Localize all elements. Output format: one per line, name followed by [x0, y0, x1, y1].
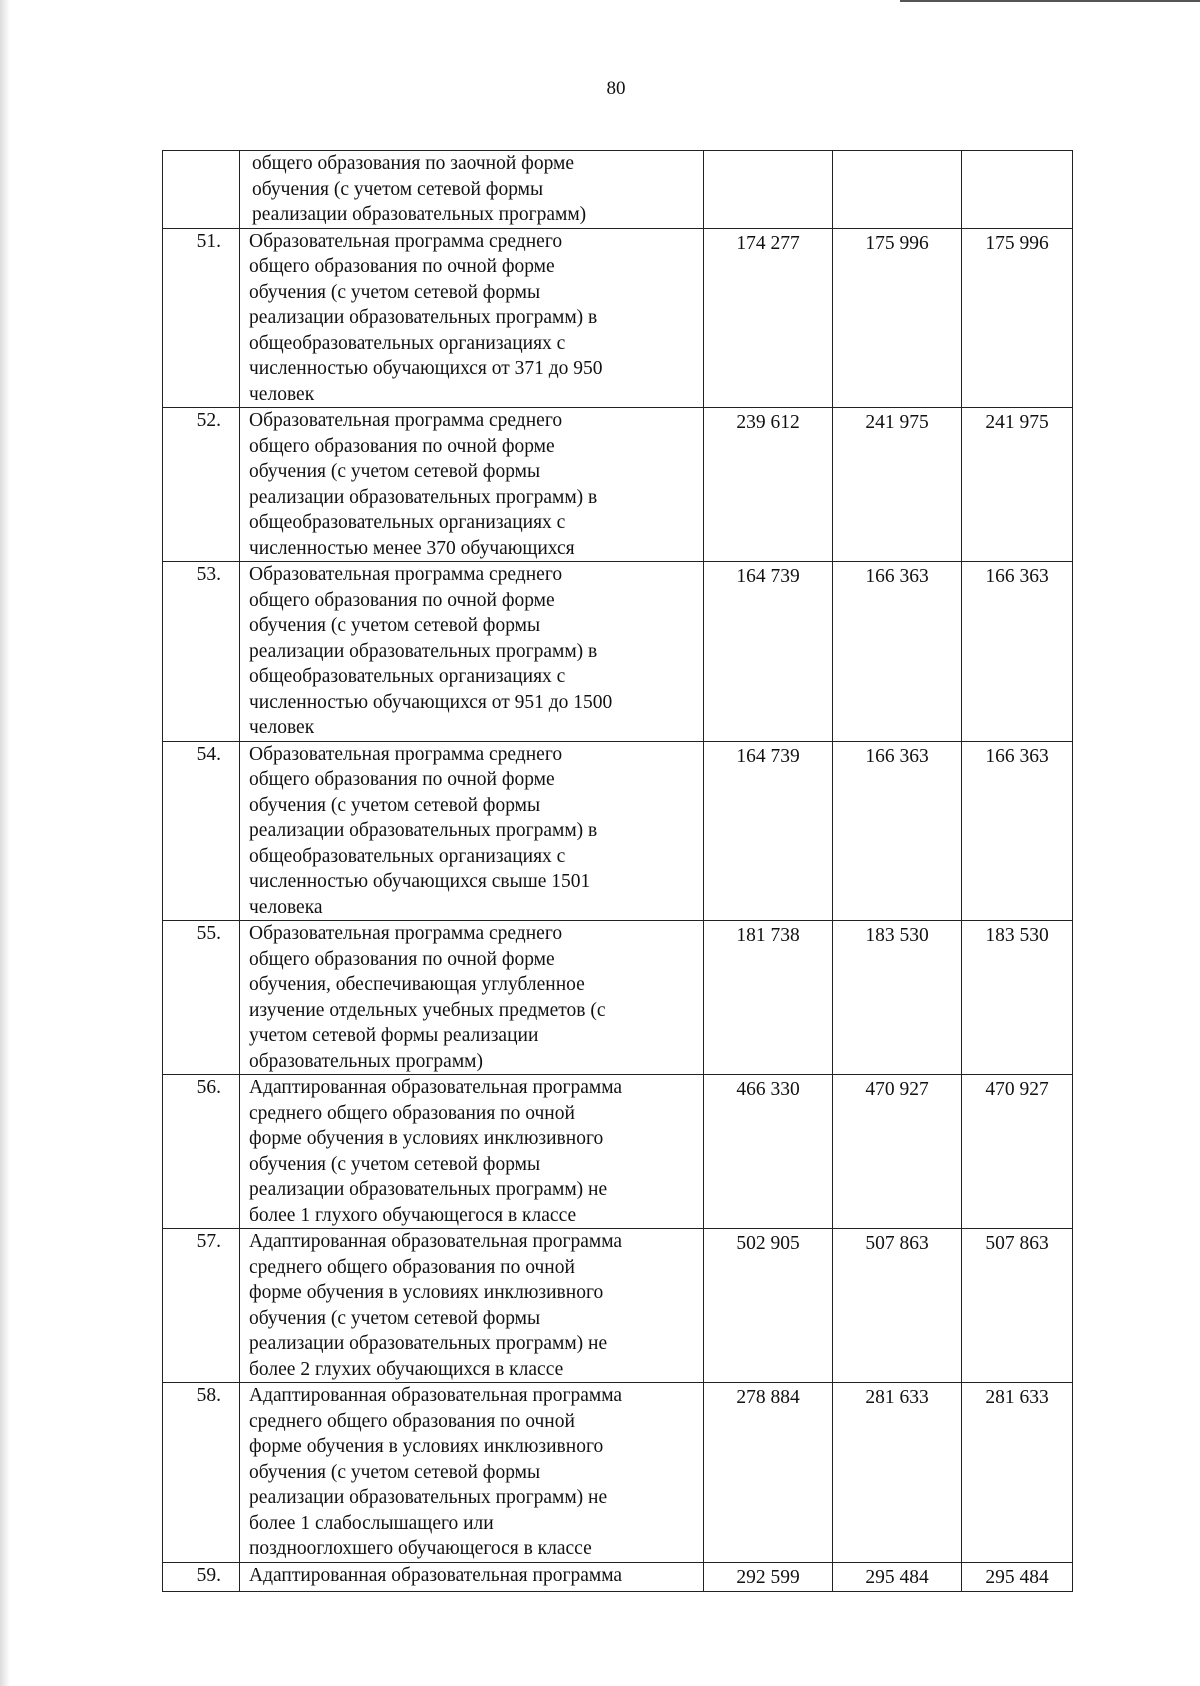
value-col-1: 181 738	[704, 921, 833, 1075]
scan-border-line	[900, 0, 1200, 2]
value-col-1: 239 612	[704, 408, 833, 562]
value-col-1: 278 884	[704, 1383, 833, 1563]
scan-edge	[0, 0, 10, 1686]
row-number: 54.	[163, 741, 240, 921]
value-col-2: 166 363	[833, 741, 962, 921]
programs-table	[162, 150, 1073, 1592]
row-number: 52.	[163, 408, 240, 562]
value-col-1: 292 599	[704, 1562, 833, 1591]
table-row	[163, 1075, 1073, 1229]
value-col-3: 295 484	[962, 1562, 1073, 1591]
value-col-1: 502 905	[704, 1229, 833, 1383]
value-col-1: 164 739	[704, 741, 833, 921]
program-description: Адаптированная образовательная программа среднего общего образования по очной форме обучения в условиях инклюзивного обучения (с учетом сетевой формы реализации образовательных программ) не более 1 глухого обучающегося в классе	[240, 1075, 704, 1229]
value-col-2: 295 484	[833, 1562, 962, 1591]
row-number: 59.	[163, 1562, 240, 1591]
value-col-3: 241 975	[962, 408, 1073, 562]
value-col-3: 281 633	[962, 1383, 1073, 1563]
program-description: Образовательная программа среднего общего образования по очной форме обучения (с учетом сетевой формы реализации образовательных программ) в общеобразовательных организациях с численностью менее 370 обучающихся	[240, 408, 704, 562]
row-number	[163, 151, 240, 229]
program-description: Адаптированная образовательная программа	[240, 1562, 704, 1591]
page-number: 80	[606, 78, 626, 99]
table-row	[163, 1383, 1073, 1563]
value-col-3: 166 363	[962, 562, 1073, 742]
value-col-1: 466 330	[704, 1075, 833, 1229]
row-number: 57.	[163, 1229, 240, 1383]
row-number: 56.	[163, 1075, 240, 1229]
table-row	[163, 1229, 1073, 1383]
table-row	[163, 921, 1073, 1075]
value-col-3: 470 927	[962, 1075, 1073, 1229]
table-row	[163, 741, 1073, 921]
value-col-2	[833, 151, 962, 229]
value-col-3: 166 363	[962, 741, 1073, 921]
table-row	[163, 151, 1073, 229]
row-number: 55.	[163, 921, 240, 1075]
value-col-2: 166 363	[833, 562, 962, 742]
table-row	[163, 228, 1073, 408]
value-col-2: 281 633	[833, 1383, 962, 1563]
value-col-1	[704, 151, 833, 229]
program-description: Образовательная программа среднего общего образования по очной форме обучения (с учетом сетевой формы реализации образовательных программ) в общеобразовательных организациях с численностью обучающихся от 951 до 1500 человек	[240, 562, 704, 742]
table-row	[163, 408, 1073, 562]
program-description: общего образования по заочной форме обучения (с учетом сетевой формы реализации образовательных программ)	[240, 151, 704, 229]
program-description: Образовательная программа среднего общего образования по очной форме обучения (с учетом сетевой формы реализации образовательных программ) в общеобразовательных организациях с численностью обучающихся от 371 до 950 человек	[240, 228, 704, 408]
value-col-1: 174 277	[704, 228, 833, 408]
value-col-3: 183 530	[962, 921, 1073, 1075]
row-number: 58.	[163, 1383, 240, 1563]
value-col-2: 507 863	[833, 1229, 962, 1383]
row-number: 51.	[163, 228, 240, 408]
value-col-2: 175 996	[833, 228, 962, 408]
value-col-2: 241 975	[833, 408, 962, 562]
program-description: Адаптированная образовательная программа среднего общего образования по очной форме обучения в условиях инклюзивного обучения (с учетом сетевой формы реализации образовательных программ) не более 2 глухих обучающихся в классе	[240, 1229, 704, 1383]
table-row	[163, 1562, 1073, 1591]
value-col-3: 175 996	[962, 228, 1073, 408]
value-col-3: 507 863	[962, 1229, 1073, 1383]
value-col-2: 183 530	[833, 921, 962, 1075]
value-col-3	[962, 151, 1073, 229]
program-description: Адаптированная образовательная программа среднего общего образования по очной форме обучения в условиях инклюзивного обучения (с учетом сетевой формы реализации образовательных программ) не более 1 слабослышащего или позднооглохшего обучающегося в классе	[240, 1383, 704, 1563]
program-description: Образовательная программа среднего общего образования по очной форме обучения, обеспечивающая углубленное изучение отдельных учебных предметов (с учетом сетевой формы реализации образовательных программ)	[240, 921, 704, 1075]
value-col-2: 470 927	[833, 1075, 962, 1229]
row-number: 53.	[163, 562, 240, 742]
value-col-1: 164 739	[704, 562, 833, 742]
table-row	[163, 562, 1073, 742]
program-description: Образовательная программа среднего общего образования по очной форме обучения (с учетом сетевой формы реализации образовательных программ) в общеобразовательных организациях с численностью обучающихся свыше 1501 человека	[240, 741, 704, 921]
